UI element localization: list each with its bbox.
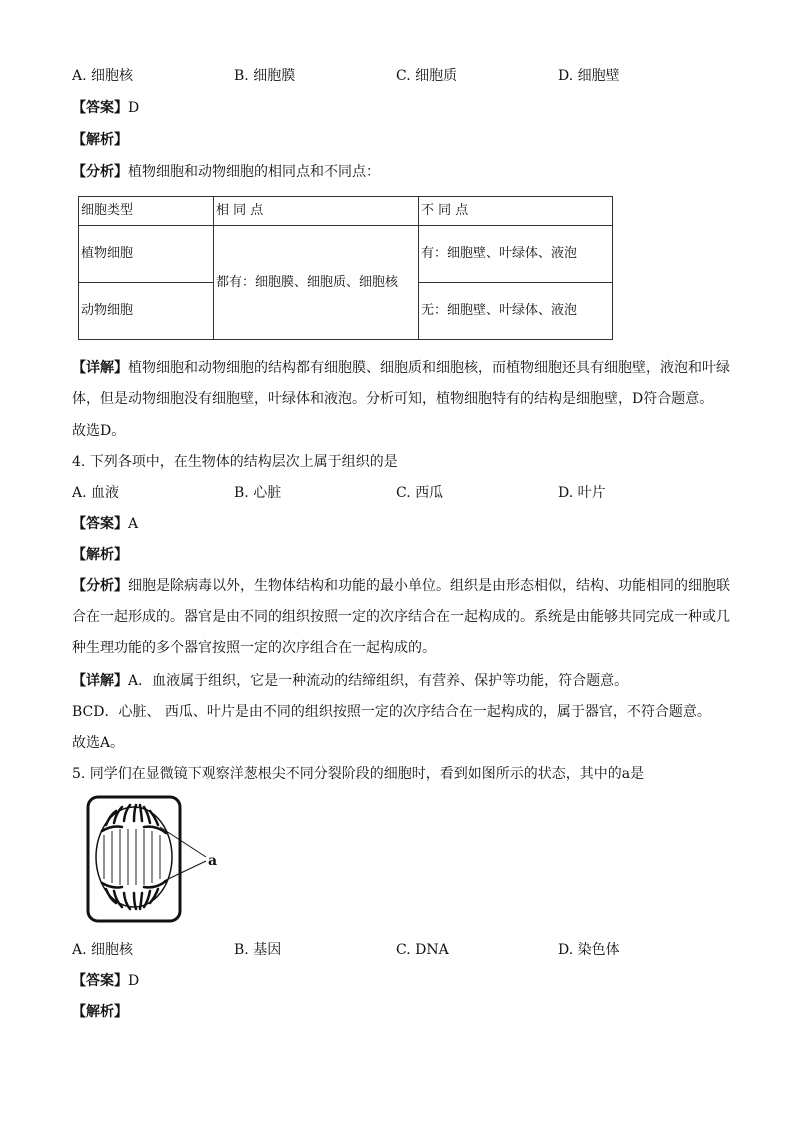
q5-question: 5. 同学们在显微镜下观察洋葱根尖不同分裂阶段的细胞时，看到如图所示的状态，其中的a是 [72, 766, 645, 782]
row1-diff: 有：细胞壁、叶绿体、液泡 [419, 226, 613, 283]
q4-fenxi [72, 571, 732, 664]
fenxi-text: 细胞是除病毒以外，生物体结构和功能的最小单位。组织是由形态相似，结构、功能相同的细胞联合在一起形成的。器官是由不同的组织按照一定的次序结合在一起构成的。系统是由能够共同完成一种或几种生理功能的多个器官按照一定的次序组合在一起构成的。 [72, 578, 730, 656]
header-cell-type: 细胞类型 [79, 197, 214, 226]
fenxi-label: 【分析】 [72, 578, 128, 594]
mitosis-figure [84, 795, 234, 925]
fenxi-text: 植物细胞和动物细胞的相同点和不同点： [128, 164, 380, 180]
answer-label: 【答案】 [72, 516, 128, 532]
row2-diff: 无：细胞壁、叶绿体、液泡 [419, 283, 613, 340]
q3-conclusion: 故选D。 [72, 423, 126, 439]
q4-detail [72, 671, 628, 691]
q4-detail-line-2: BCD．心脏、 西瓜、叶片是由不同的组织按照一定的次序结合在一起构成的，属于器官，不符合题意。 [72, 704, 711, 720]
q5-option-a: A. 细胞核 [72, 942, 134, 958]
q3-option-b: B. 细胞膜 [234, 68, 296, 84]
q3-option-a: A. 细胞核 [72, 68, 134, 84]
q5-option-b: B. 基因 [234, 942, 282, 958]
q3-answer [72, 98, 139, 118]
q4-option-a: A. 血液 [72, 485, 120, 501]
q5-answer [72, 971, 139, 991]
q4-options [72, 483, 722, 503]
q5-option-d: D. 染色体 [558, 942, 620, 958]
q4-conclusion: 故选A。 [72, 735, 125, 751]
q4-option-b: B. 心脏 [234, 485, 282, 501]
answer-value: A [128, 516, 139, 532]
q3-options [72, 66, 722, 86]
answer-value: D [128, 100, 140, 116]
chromosome-group-top [102, 805, 166, 833]
q3-option-d: D. 细胞壁 [558, 68, 620, 84]
table-row [79, 226, 613, 283]
spindle-fibers [104, 829, 160, 885]
chromosome-group-bottom [102, 881, 166, 909]
anaphase-cell-illustration [84, 795, 234, 925]
q4-option-d: D. 叶片 [558, 485, 606, 501]
q5-option-c: C. DNA [396, 942, 449, 958]
table-header-row [79, 197, 613, 226]
q4-option-c: C. 西瓜 [396, 485, 444, 501]
fenxi-label: 【分析】 [72, 164, 128, 180]
q3-option-c: C. 细胞质 [396, 68, 458, 84]
detail-line-1: A．血液属于组织，它是一种流动的结缔组织，有营养、保护等功能，符合题意。 [128, 673, 629, 689]
q4-answer [72, 514, 138, 534]
cell-comparison-table [78, 196, 613, 340]
q3-detail [72, 353, 732, 415]
detail-label: 【详解】 [72, 673, 128, 689]
q5-analysis-label: 【解析】 [72, 1004, 128, 1020]
q4-analysis-label: 【解析】 [72, 547, 128, 563]
q5-options [72, 940, 722, 960]
row1-type: 植物细胞 [79, 226, 214, 283]
detail-label: 【详解】 [72, 360, 128, 376]
answer-label: 【答案】 [72, 973, 128, 989]
header-diff: 不 同 点 [419, 197, 613, 226]
common-points: 都有：细胞膜、细胞质、细胞核 [214, 226, 419, 340]
row2-type: 动物细胞 [79, 283, 214, 340]
label-pointer-lines [160, 827, 206, 881]
q3-analysis-label: 【解析】 [72, 132, 128, 148]
header-common: 相 同 点 [214, 197, 419, 226]
answer-label: 【答案】 [72, 100, 128, 116]
figure-label-a: a [208, 853, 218, 869]
detail-text: 植物细胞和动物细胞的结构都有细胞膜、细胞质和细胞核，而植物细胞还具有细胞壁，液泡和叶绿体，但是动物细胞没有细胞壁，叶绿体和液泡。分析可知，植物细胞特有的结构是细胞壁，D符合题意。 [72, 360, 730, 407]
q3-fenxi [72, 162, 380, 182]
answer-value: D [128, 973, 140, 989]
q4-question: 4. 下列各项中，在生物体的结构层次上属于组织的是 [72, 454, 398, 470]
